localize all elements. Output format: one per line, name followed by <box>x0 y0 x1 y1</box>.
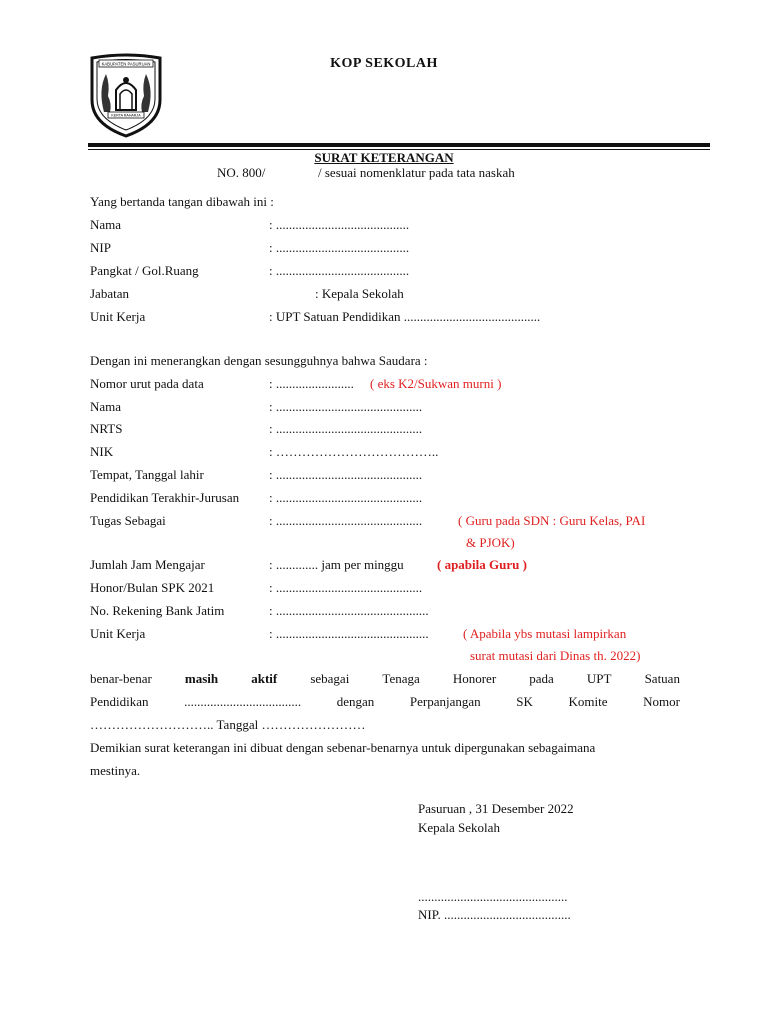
subject-duty-note-cont: & PJOK) <box>466 535 515 550</box>
body-word: Komite <box>568 694 608 709</box>
subject-unit-value: : ............................................... <box>269 626 429 641</box>
subject-unit-label: Unit Kerja <box>90 626 146 641</box>
body-word: SK <box>516 694 533 709</box>
subject-honor-value: : ............................................. <box>269 580 423 595</box>
signer-rank-value: : ......................................... <box>269 263 410 278</box>
svg-text:KABUPATEN PASURUAN: KABUPATEN PASURUAN <box>101 61 151 67</box>
body-word: benar-benar <box>90 671 152 686</box>
body-word: Satuan <box>644 671 680 686</box>
body-word: .................................... <box>184 694 302 709</box>
subject-birth-label: Tempat, Tanggal lahir <box>90 467 204 482</box>
header-rule-thick <box>88 143 710 147</box>
subject-duty-label: Tugas Sebagai <box>90 513 166 528</box>
subject-bank-value: : ............................................... <box>269 603 429 618</box>
body-word: pada <box>529 671 554 686</box>
subject-nik-label: NIK <box>90 444 114 459</box>
body-word: Tenaga <box>382 671 420 686</box>
subject-nrts-label: NRTS <box>90 421 123 436</box>
signature-position: Kepala Sekolah <box>418 820 500 835</box>
signer-nip-value: : ......................................... <box>269 240 410 255</box>
letterhead-title: KOP SEKOLAH <box>330 56 438 71</box>
subject-sequence-note: ( eks K2/Sukwan murni ) <box>370 376 502 391</box>
subject-sequence-value: : ........................ <box>269 376 354 391</box>
document-number-label: NO. 800/ <box>217 165 266 180</box>
body-word: Pendidikan <box>90 694 149 709</box>
signer-position-value: : Kepala Sekolah <box>315 286 404 301</box>
signer-unit-label: Unit Kerja <box>90 309 146 324</box>
subject-unit-note-cont: surat mutasi dari Dinas th. 2022) <box>470 648 641 663</box>
signer-nip-label: NIP <box>90 240 111 255</box>
svg-text:KERTA RAHARJA: KERTA RAHARJA <box>111 113 141 118</box>
body-word: Honorer <box>452 671 497 686</box>
signature-place-date: Pasuruan , 31 Desember 2022 <box>418 801 574 816</box>
subject-nik-value: : ……………………………….. <box>269 444 439 459</box>
body-line-2 <box>90 694 680 710</box>
subject-intro: Dengan ini menerangkan dengan sesungguhnya bahwa Saudara : <box>90 353 428 368</box>
body-word: sebagai <box>310 671 350 686</box>
body-word-emphasis: aktif <box>251 671 278 686</box>
subject-hours-label: Jumlah Jam Mengajar <box>90 557 205 572</box>
subject-education-label: Pendidikan Terakhir-Jurusan <box>90 490 240 505</box>
document-title: SURAT KETERANGAN <box>314 150 454 165</box>
body-word: Nomor <box>643 694 680 709</box>
signer-unit-value: : UPT Satuan Pendidikan .......................................... <box>269 309 541 324</box>
body-line-1 <box>90 671 680 687</box>
signer-name-label: Nama <box>90 217 122 232</box>
body-word-emphasis: masih <box>184 671 219 686</box>
subject-duty-value: : ............................................. <box>269 513 423 528</box>
signature-name-line: .............................................. <box>418 889 568 904</box>
body-word: UPT <box>586 671 612 686</box>
subject-sequence-label: Nomor urut pada data <box>90 376 204 391</box>
subject-education-value: : ............................................. <box>269 490 423 505</box>
subject-hours-value: : ............. jam per minggu <box>269 557 404 572</box>
body-line-3: ……………………….. Tanggal …………………… <box>90 717 366 732</box>
body-line-4: Demikian surat keterangan ini dibuat dengan sebenar-benarnya untuk dipergunakan sebagaimana <box>90 740 596 755</box>
subject-duty-note: ( Guru pada SDN : Guru Kelas, PAI <box>458 513 646 528</box>
subject-name-value: : ............................................. <box>269 399 423 414</box>
subject-unit-note: ( Apabila ybs mutasi lampirkan <box>463 626 627 641</box>
subject-hours-note: ( apabila Guru ) <box>437 557 527 572</box>
signer-rank-label: Pangkat / Gol.Ruang <box>90 263 199 278</box>
signer-intro: Yang bertanda tangan dibawah ini : <box>90 194 274 209</box>
subject-nrts-value: : ............................................. <box>269 421 423 436</box>
signer-name-value: : ......................................... <box>269 217 410 232</box>
subject-honor-label: Honor/Bulan SPK 2021 <box>90 580 215 595</box>
subject-bank-label: No. Rekening Bank Jatim <box>90 603 225 618</box>
body-word: Perpanjangan <box>409 694 481 709</box>
signer-position-label: Jabatan <box>90 286 129 301</box>
document-number-note: / sesuai nomenklatur pada tata naskah <box>318 165 515 180</box>
body-word: dengan <box>336 694 375 709</box>
signature-nip: NIP. ....................................... <box>418 907 571 922</box>
subject-name-label: Nama <box>90 399 122 414</box>
subject-birth-value: : ............................................. <box>269 467 423 482</box>
body-line-5: mestinya. <box>90 763 141 778</box>
